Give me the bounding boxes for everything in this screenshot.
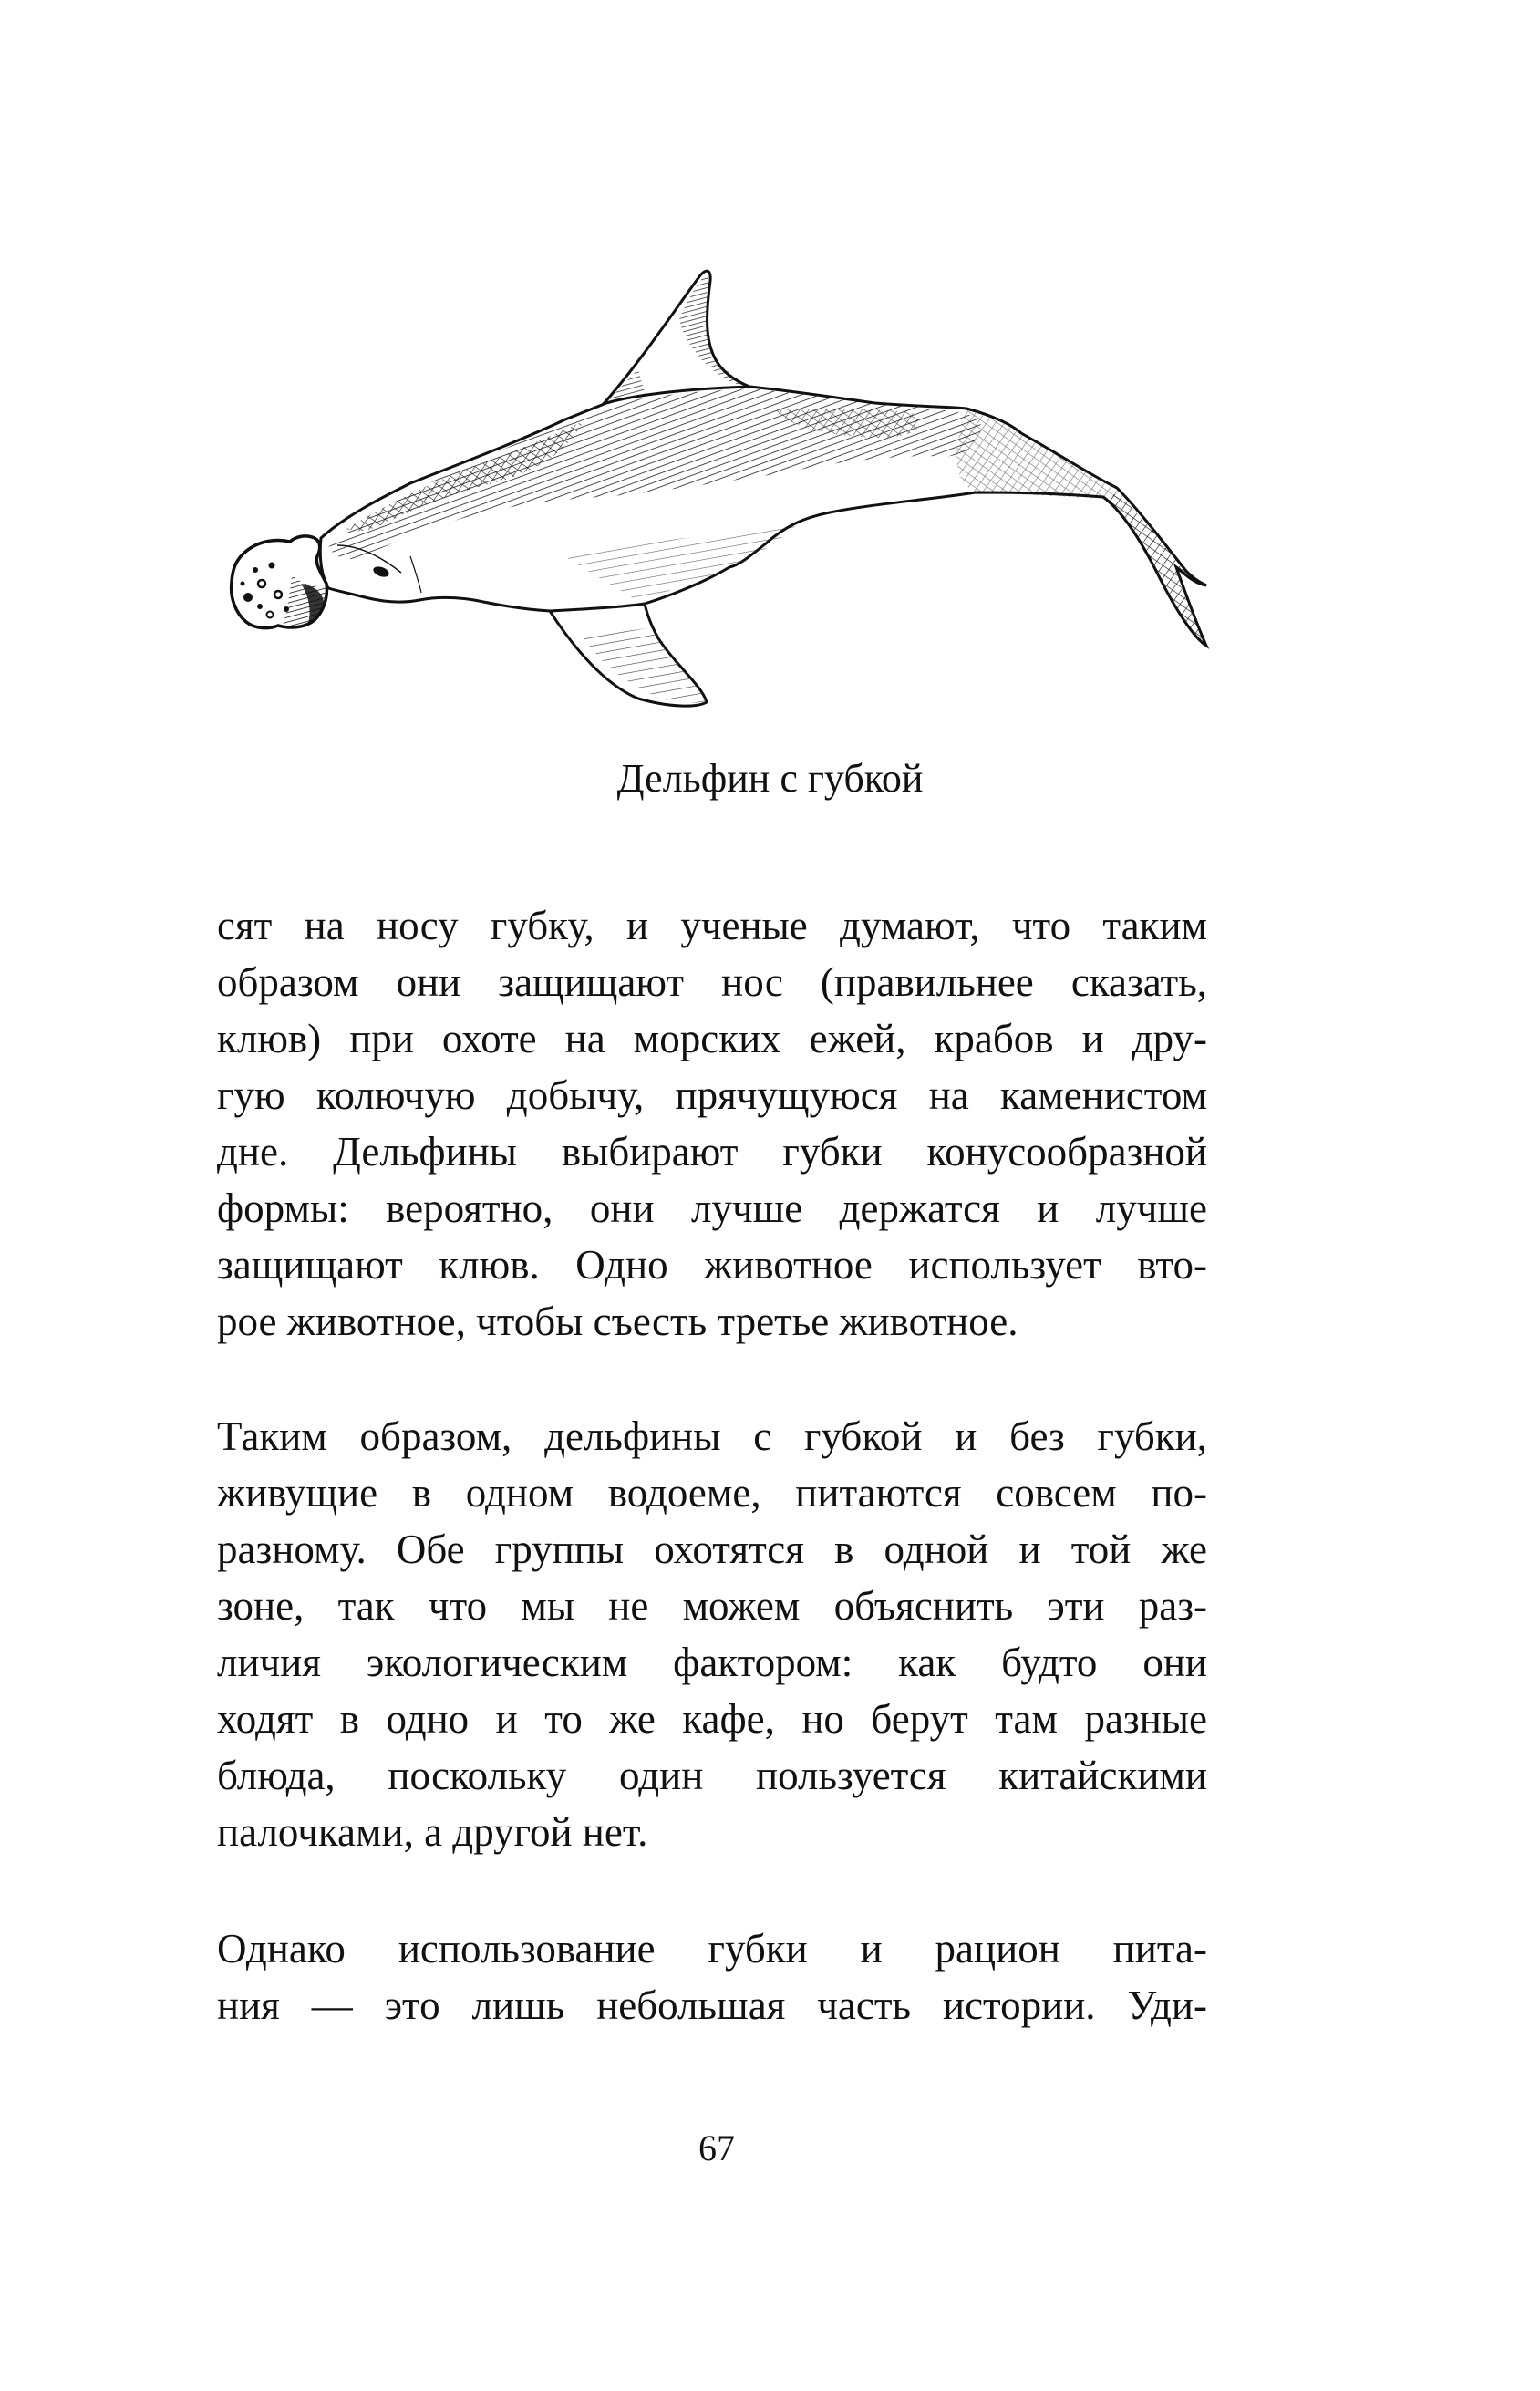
dolphin-body — [320, 387, 1206, 646]
text-line: клюв) при охоте на морских ежей, крабов и дру- — [217, 1016, 1207, 1061]
text-line: защищают клюв. Одно животное использует вто- — [217, 1242, 1207, 1288]
text-line: живущие в одном водоеме, питаются совсем по- — [217, 1470, 1207, 1516]
text-line: ния — это лишь небольшая часть истории. Уди- — [217, 1982, 1207, 2028]
page-number: 67 — [698, 2127, 735, 2168]
text-line: личия экологическим фактором: как будто они — [217, 1640, 1207, 1685]
text-line: разному. Обе группы охотятся в одной и той же — [217, 1527, 1207, 1572]
text-line: Однако использование губки и рацион пита- — [217, 1926, 1207, 1972]
text-line: образом они защищают нос (правильнее сказать, — [217, 959, 1207, 1005]
text-line: зоне, так что мы не можем объяснить эти раз- — [217, 1583, 1207, 1629]
text-line: дне. Дельфины выбирают губки конусообразной — [217, 1129, 1207, 1175]
dorsal-fin — [602, 271, 749, 406]
text-line: сят на носу губку, и ученые думают, что таким — [217, 903, 1207, 948]
sponge — [232, 536, 327, 628]
text-line: формы: вероятно, они лучше держатся и лучше — [217, 1185, 1207, 1231]
dolphin-illustration — [0, 0, 1540, 748]
illustration-caption: Дельфин с губкой — [616, 756, 924, 801]
text-line: палочками, а другой нет. — [217, 1809, 648, 1855]
text-line: гую колючую добычу, прячущуюся на каменистом — [217, 1072, 1207, 1118]
text-line: Таким образом, дельфины с губкой и без губки, — [217, 1413, 1207, 1459]
text-line: рое животное, чтобы съесть третье животное. — [217, 1299, 1018, 1344]
pectoral-flipper — [550, 604, 707, 706]
text-line: ходят в одно и то же кафе, но берут там разные — [217, 1696, 1207, 1742]
text-line: блюда, поскольку один пользуется китайскими — [217, 1753, 1207, 1798]
